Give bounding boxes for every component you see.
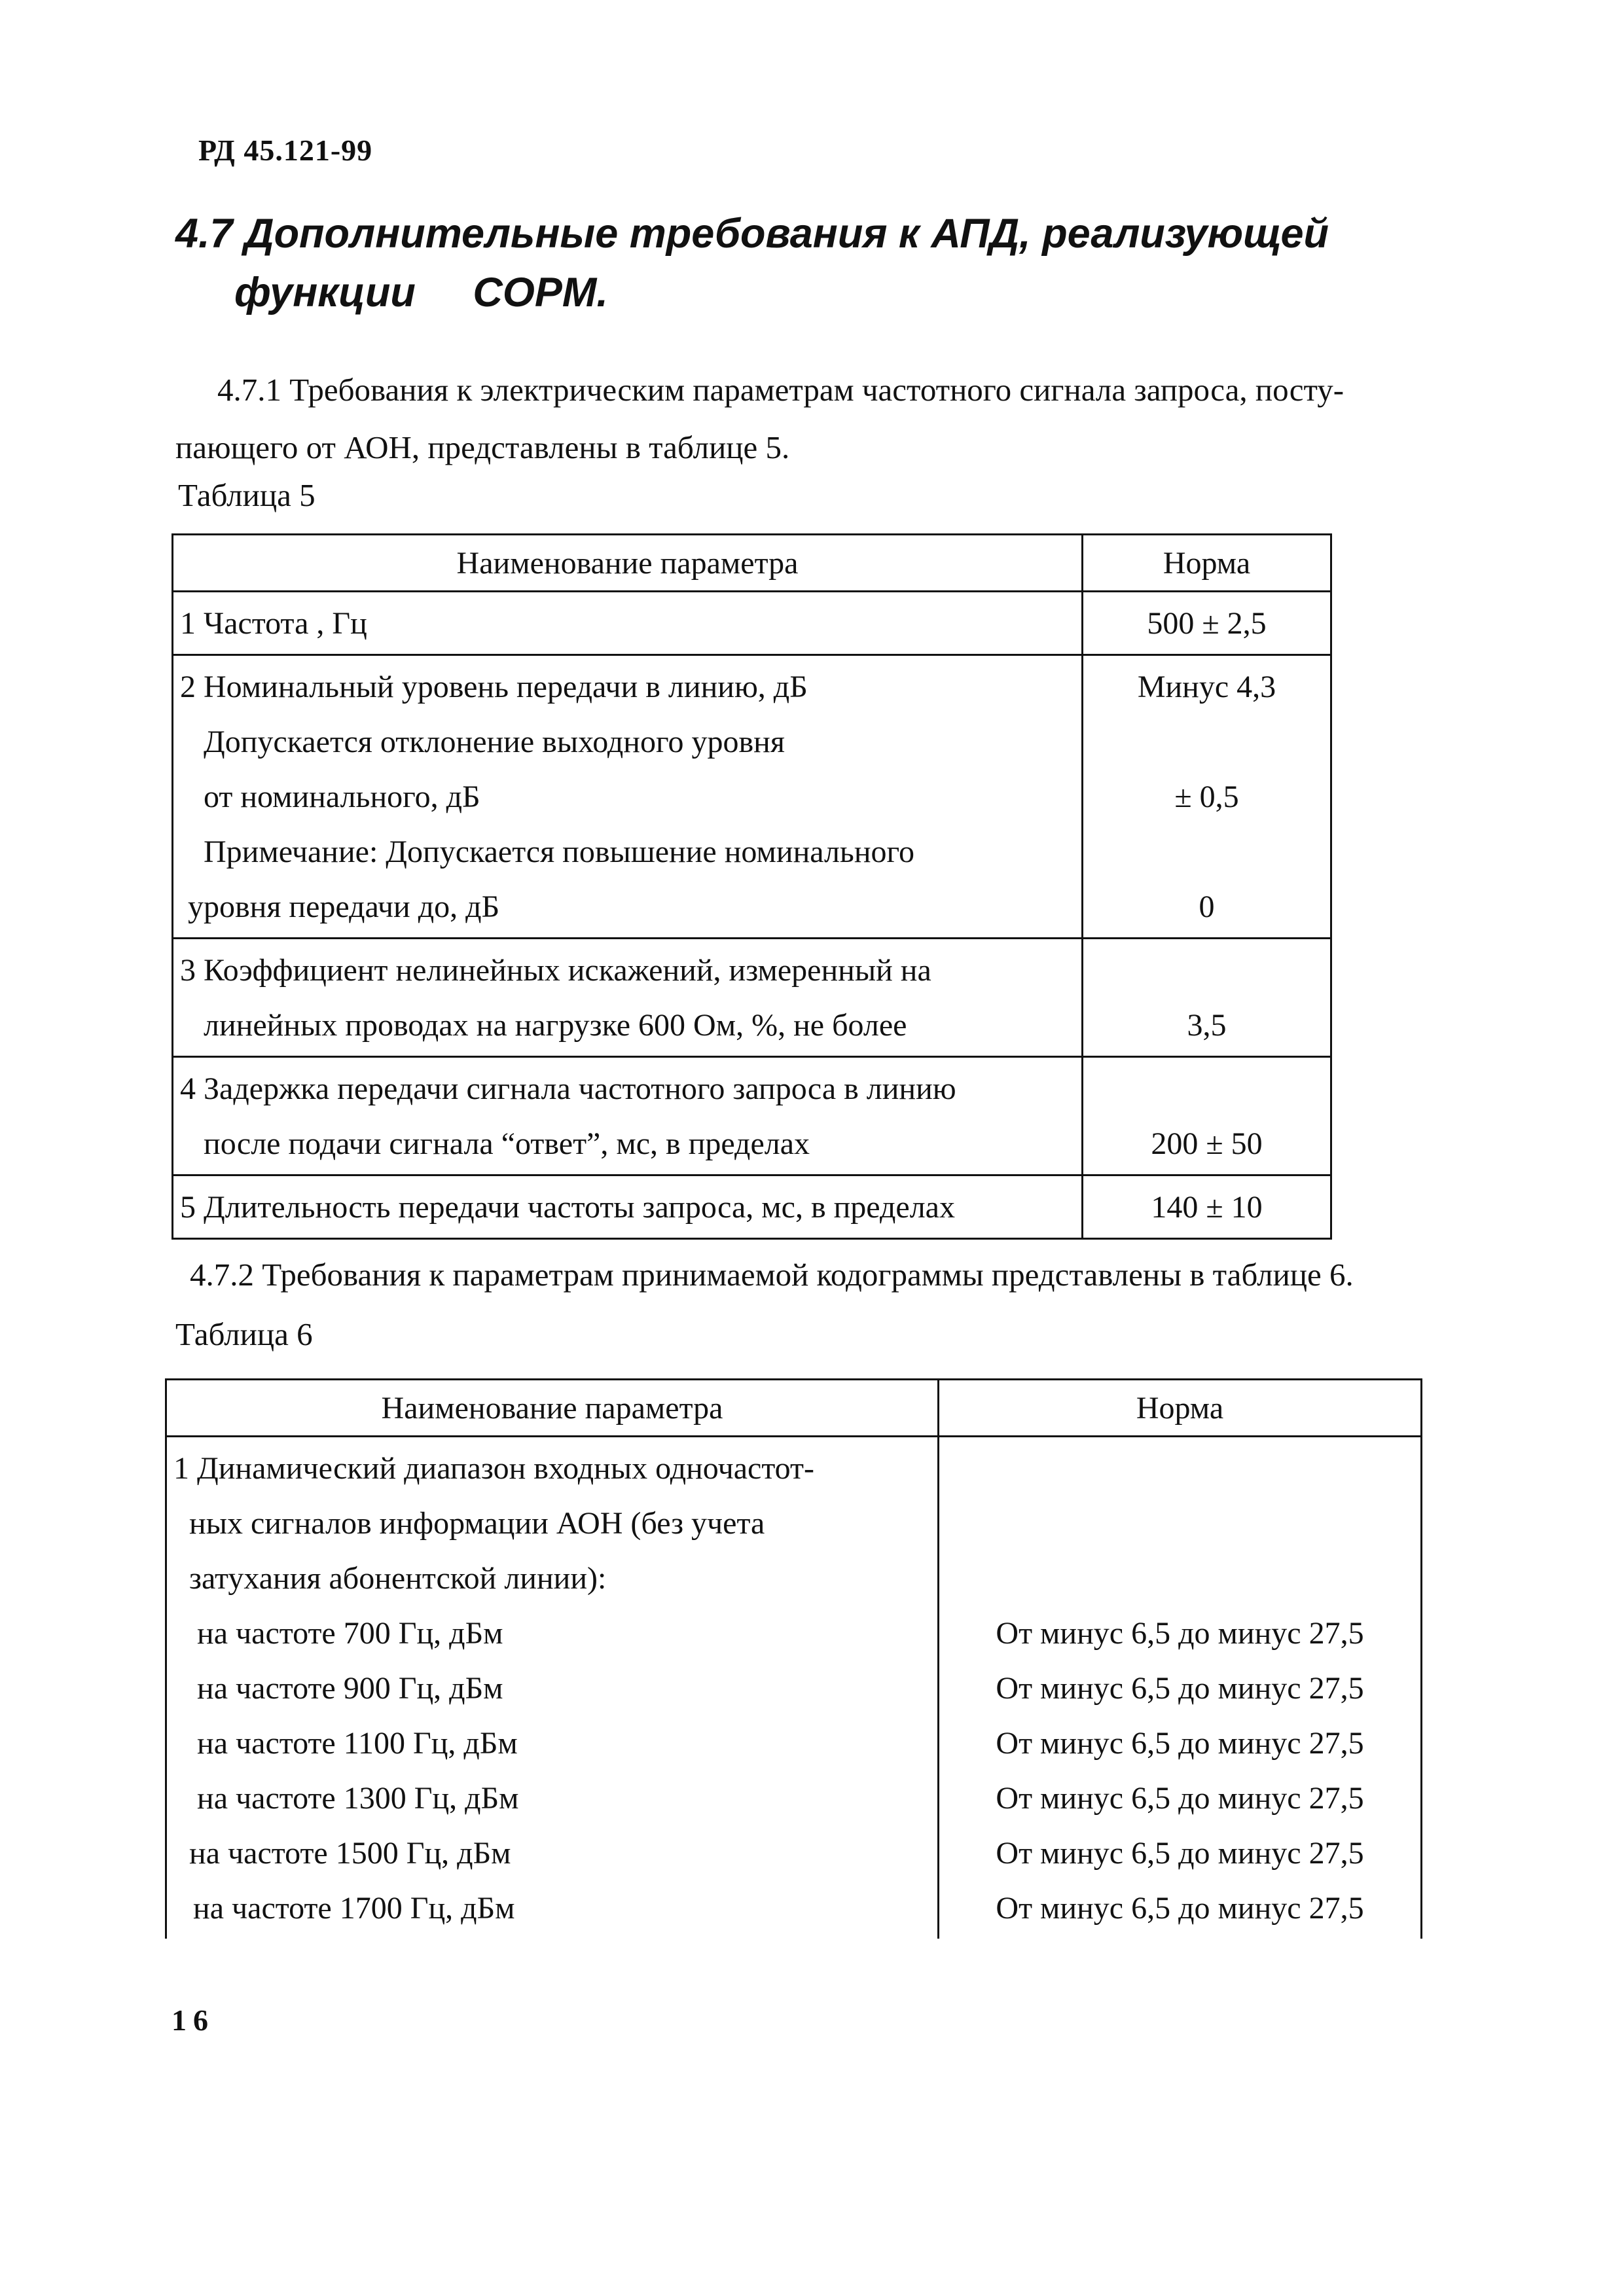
norm-value: От минус 6,5 до минус 27,5 <box>996 1781 1364 1816</box>
norm-value: Минус 4,3 <box>1137 670 1276 704</box>
norm-value-empty <box>1083 715 1330 770</box>
param-line: на частоте 900 Гц, дБм <box>197 1671 503 1706</box>
table-5-header-row <box>173 535 1331 592</box>
param-line: на частоте 1300 Гц, дБм <box>197 1781 519 1816</box>
norm-value-empty <box>1083 1062 1330 1117</box>
param-line: Примечание: Допускается повышение номинального <box>204 834 914 869</box>
param-line: 2 Номинальный уровень передачи в линию, дБ <box>180 670 808 704</box>
paragraph-4-7-1-line-2: пающего от АОН, представлены в таблице 5. <box>175 429 790 465</box>
norm-value: 140 ± 10 <box>1151 1190 1263 1225</box>
table-6 <box>165 1378 1422 1939</box>
section-title-line-2: функции СОРМ. <box>234 270 608 315</box>
table-6-header-norm: Норма <box>939 1380 1422 1437</box>
table-5-caption: Таблица 5 <box>178 477 316 513</box>
table-row <box>173 1057 1331 1175</box>
paragraph-4-7-1-line-1: 4.7.1 Требования к электрическим параметрам частотного сигнала запроса, посту- <box>217 372 1344 408</box>
param-line: 3 Коэффициент нелинейных искажений, измеренный на <box>180 953 931 988</box>
norm-value: От минус 6,5 до минус 27,5 <box>996 1671 1364 1706</box>
table-5-row-1-norm <box>1083 592 1331 655</box>
param-line: линейных проводах на нагрузке 600 Ом, %, не более <box>204 1008 907 1043</box>
table-5-row-5-norm <box>1083 1175 1331 1239</box>
param-line: на частоте 1100 Гц, дБм <box>197 1726 518 1761</box>
norm-value: От минус 6,5 до минус 27,5 <box>996 1836 1364 1871</box>
table-row <box>173 1175 1331 1239</box>
param-line: 5 Длительность передачи частоты запроса, мс, в пределах <box>180 1190 955 1225</box>
section-title <box>175 204 1419 322</box>
param-line: Допускается отклонение выходного уровня <box>204 725 785 759</box>
paragraph-4-7-1 <box>175 361 1498 476</box>
norm-value: От минус 6,5 до минус 27,5 <box>996 1616 1364 1651</box>
table-5-row-2-norm <box>1083 655 1331 939</box>
norm-value: От минус 6,5 до минус 27,5 <box>996 1726 1364 1761</box>
table-5-row-2-param <box>173 655 1083 939</box>
param-line: на частоте 1700 Гц, дБм <box>193 1891 515 1926</box>
param-line: 1 Динамический диапазон входных одночастот- <box>173 1451 814 1486</box>
table-6-row-1-param <box>166 1437 939 1939</box>
norm-value: 500 ± 2,5 <box>1147 606 1267 641</box>
table-6-header-row <box>166 1380 1422 1437</box>
table-5-row-3-norm <box>1083 939 1331 1057</box>
table-5 <box>171 533 1332 1240</box>
norm-value: 0 <box>1199 889 1215 924</box>
table-5-header-norm: Норма <box>1083 535 1331 592</box>
norm-value: 200 ± 50 <box>1151 1126 1263 1161</box>
table-row <box>173 939 1331 1057</box>
norm-value-empty <box>1083 825 1330 880</box>
table-5-header-param: Наименование параметра <box>173 535 1083 592</box>
section-title-line-1: 4.7 Дополнительные требования к АПД, реализующей <box>175 211 1329 257</box>
document-code: РД 45.121-99 <box>198 134 373 167</box>
table-row <box>173 592 1331 655</box>
param-line: ных сигналов информации АОН (без учета <box>189 1506 765 1541</box>
param-line: затухания абонентской линии): <box>189 1561 607 1596</box>
norm-value: ± 0,5 <box>1174 780 1239 814</box>
table-5-row-4-norm <box>1083 1057 1331 1175</box>
param-line: на частоте 1500 Гц, дБм <box>189 1836 511 1871</box>
paragraph-4-7-2: 4.7.2 Требования к параметрам принимаемой кодограммы представлены в таблице 6. <box>190 1257 1354 1293</box>
norm-value: 3,5 <box>1187 1008 1227 1043</box>
param-line: 1 Частота , Гц <box>180 606 367 641</box>
table-5-row-3-param <box>173 939 1083 1057</box>
norm-value-empty <box>1083 943 1330 998</box>
table-5-row-1-param <box>173 592 1083 655</box>
param-line: уровня передачи до, дБ <box>188 889 500 924</box>
page-number: 16 <box>171 2003 215 2037</box>
param-line: на частоте 700 Гц, дБм <box>197 1616 503 1651</box>
table-5-row-4-param <box>173 1057 1083 1175</box>
norm-value: От минус 6,5 до минус 27,5 <box>996 1891 1364 1926</box>
table-6-caption: Таблица 6 <box>175 1316 313 1352</box>
param-line: после подачи сигнала “ответ”, мс, в пределах <box>204 1126 810 1161</box>
param-line: 4 Задержка передачи сигнала частотного запроса в линию <box>180 1071 956 1106</box>
table-6-row-1-norm <box>939 1437 1422 1939</box>
table-5-row-5-param <box>173 1175 1083 1239</box>
table-row <box>166 1437 1422 1939</box>
param-line: от номинального, дБ <box>204 780 480 814</box>
table-6-header-param: Наименование параметра <box>166 1380 939 1437</box>
table-row <box>173 655 1331 939</box>
